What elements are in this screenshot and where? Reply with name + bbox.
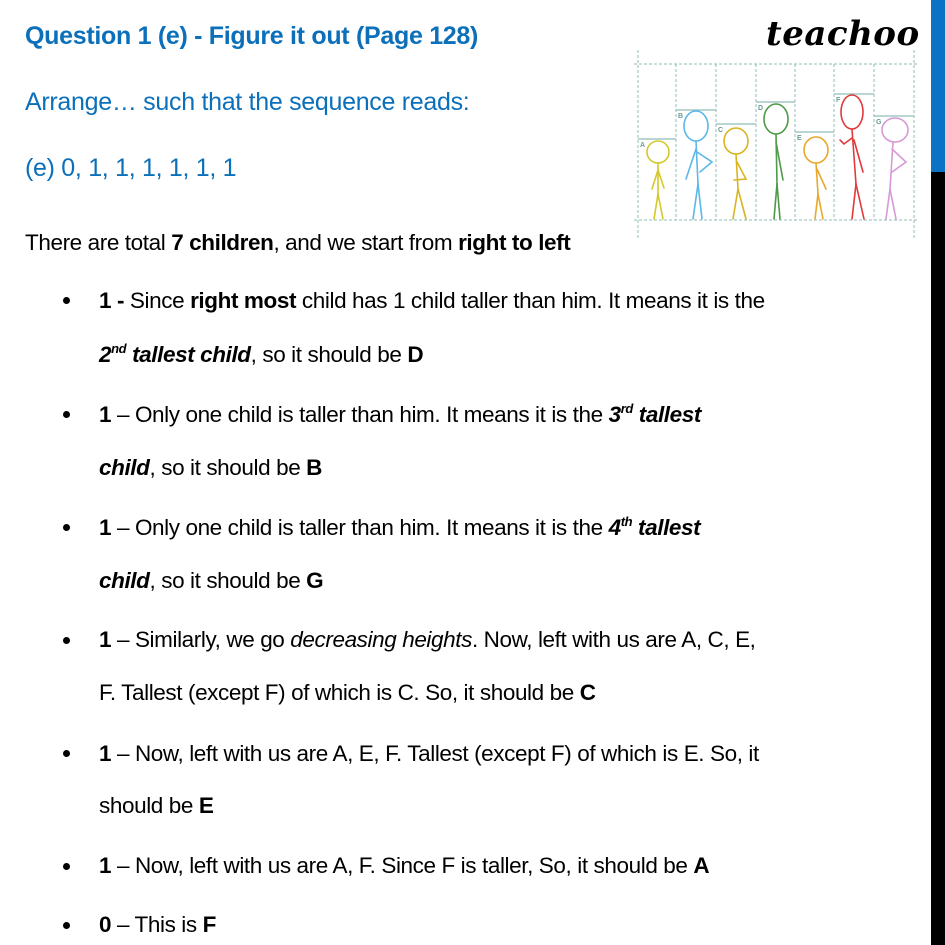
bullet-3-line-2: child, so it should be G bbox=[99, 568, 324, 593]
intro-text: There are total 7 children, and we start from right to left bbox=[25, 230, 571, 255]
bullet-4-line-1: 1 – Similarly, we go decreasing heights. Now, left with us are A, C, E, bbox=[99, 627, 756, 652]
bullet-dot bbox=[63, 637, 70, 644]
question-sequence: (e) 0, 1, 1, 1, 1, 1, 1 bbox=[25, 154, 237, 182]
bullet-3-line-1: 1 – Only one child is taller than him. It means it is the 4th tallest bbox=[99, 514, 701, 540]
child-label-a: A bbox=[640, 142, 646, 149]
child-b-figure bbox=[684, 111, 712, 219]
child-a-figure bbox=[647, 141, 669, 219]
bullet-dot bbox=[63, 297, 70, 304]
child-d-figure bbox=[764, 104, 788, 219]
bullet-2-line-2: child, so it should be B bbox=[99, 455, 323, 480]
question-prompt: Arrange… such that the sequence reads: bbox=[25, 88, 470, 116]
side-accent-bar-black bbox=[931, 172, 945, 945]
bullet-dot bbox=[63, 863, 70, 870]
child-label-e: E bbox=[797, 135, 802, 142]
bullet-5-line-1: 1 – Now, left with us are A, E, F. Tallest (except F) of which is E. So, it bbox=[99, 741, 759, 766]
child-c-figure bbox=[724, 128, 748, 219]
child-g-figure bbox=[882, 118, 908, 219]
bullet-dot bbox=[63, 524, 70, 531]
bullet-1-line-2: 2nd tallest child, so it should be D bbox=[99, 341, 424, 367]
bullet-dot bbox=[63, 922, 70, 929]
child-label-b: B bbox=[678, 113, 684, 120]
side-accent-bar-blue bbox=[931, 0, 945, 172]
question-title: Question 1 (e) - Figure it out (Page 128) bbox=[25, 22, 479, 50]
bullet-4-line-2: F. Tallest (except F) of which is C. So, it should be C bbox=[99, 680, 596, 705]
child-label-c: C bbox=[718, 127, 724, 134]
teachoo-logo: teachoo bbox=[766, 14, 920, 54]
bullet-1-line-1: 1 - Since right most child has 1 child taller than him. It means it is the bbox=[99, 288, 765, 313]
child-e-figure bbox=[804, 137, 828, 219]
children-height-figure bbox=[630, 44, 922, 244]
child-label-d: D bbox=[758, 105, 764, 112]
child-label-g: G bbox=[876, 119, 882, 126]
bullet-dot bbox=[63, 750, 70, 757]
bullet-dot bbox=[63, 411, 70, 418]
bullet-2-line-1: 1 – Only one child is taller than him. It means it is the 3rd tallest bbox=[99, 401, 701, 427]
child-label-f: F bbox=[836, 97, 841, 104]
child-f-figure bbox=[840, 95, 864, 219]
bullet-5-line-2: should be E bbox=[99, 793, 214, 818]
bullet-6-line-1: 1 – Now, left with us are A, F. Since F is taller, So, it should be A bbox=[99, 853, 710, 878]
bullet-7-line-1: 0 – This is F bbox=[99, 912, 216, 937]
